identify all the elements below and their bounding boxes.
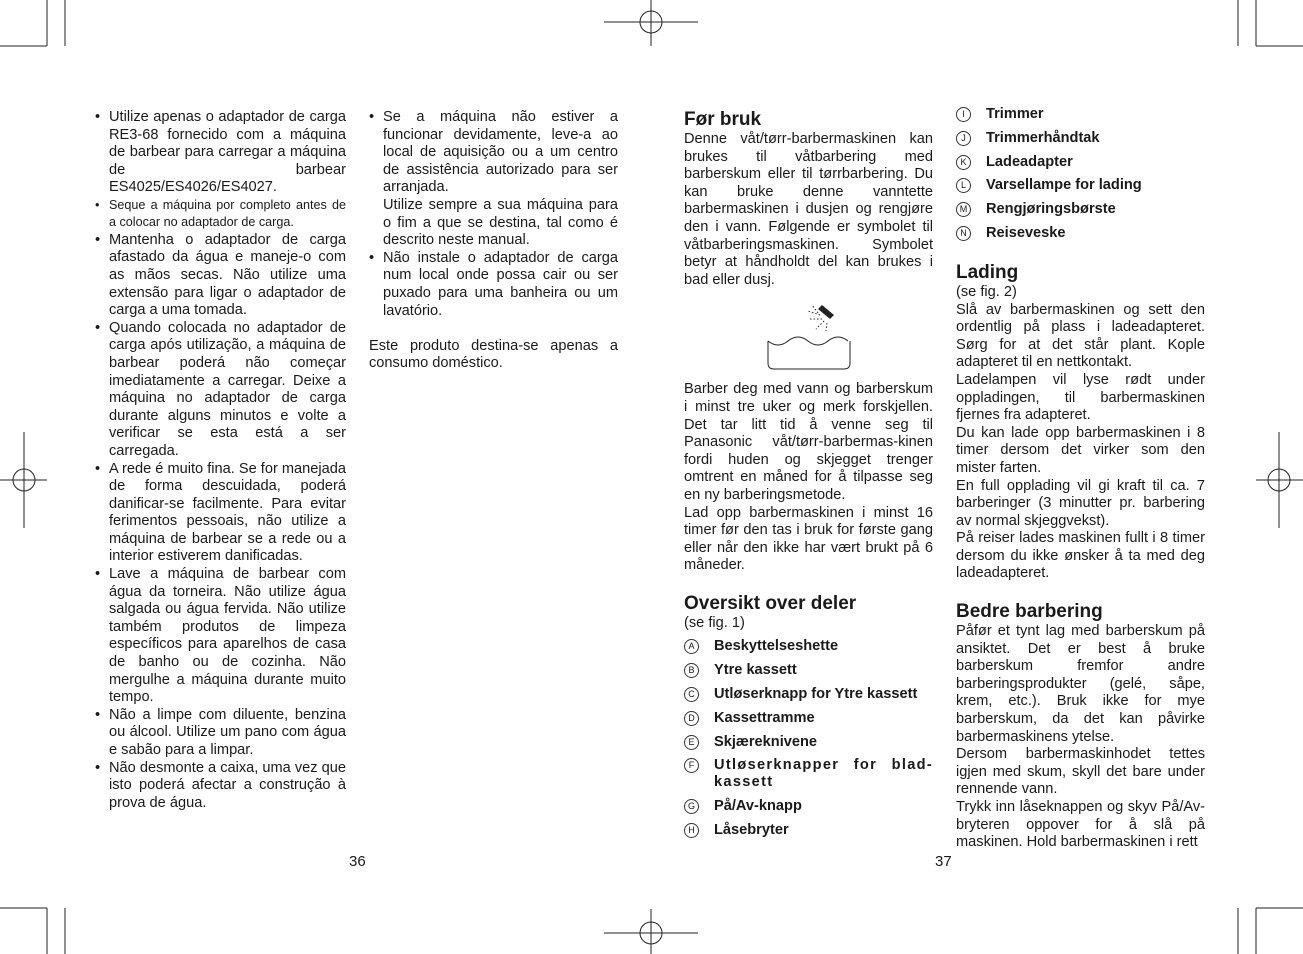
circled-letter-icon: M: [956, 202, 971, 217]
for-bruk-body-3: Lad opp barbermaskinen i minst 16 timer før den tas i bruk for første gang eller når den ikke har vært brukt på 6 måneder.: [684, 504, 933, 574]
part-label: Beskyttelseshette: [714, 638, 839, 655]
section-heading-oversikt: Oversikt over deler: [684, 592, 857, 614]
part-label: Skjæreknivene: [714, 733, 818, 750]
circled-letter-icon: C: [684, 687, 699, 702]
bullet-item: • Seque a máquina por completo antes de a colocar no adaptador de carga.: [95, 197, 346, 232]
lading-paragraph: Du kan lade opp barbermaskinen i 8 timer dersom det virker som den mister farten.: [956, 424, 1205, 476]
part-label: Kassettramme: [714, 709, 815, 726]
part-label: Trimmer: [986, 106, 1044, 122]
circled-letter-icon: G: [684, 799, 699, 814]
bedre-paragraph: Dersom barbermaskinhodet tettes igjen med skum, skyll det bare under rennende vann.: [956, 746, 1205, 798]
bullet-item: • Não desmonte a caixa, uma vez que isto poderá afectar a construção à prova de água.: [95, 760, 346, 813]
circled-letter-icon: N: [956, 226, 971, 241]
right-page-column-1: [684, 109, 933, 846]
parts-list-item: [956, 130, 1205, 147]
lading-paragraph: Ladelampen vil lyse rødt under oppladingen, til barbermaskinen fjernes fra adapteret.: [956, 371, 1205, 424]
section-heading-for-bruk: Før bruk: [684, 109, 762, 130]
bullet-item: • Utilize apenas o adaptador de carga RE3-68 fornecido com a máquina de barbear para carregar a máquina de barbear ES4025/ES4026/ES4027.: [95, 109, 346, 197]
bullet-item: • Mantenha o adaptador de carga afastado da água e maneje-o com as mãos secas. Não utilize uma extensão para ligar o adaptador de carga a uma tomada.: [95, 232, 346, 320]
for-bruk-body-2: Barber deg med vann og barberskum i minst tre uker og merk forskjellen. Det tar litt tid å venne seg til Panasonic våt/tørr-barbermas-kinen fordi huden og skjegget trenger omtrent en måned for å tilpasse seg en ny barberingsmetode.: [684, 381, 933, 503]
part-label: Varsellampe for lading: [986, 177, 1142, 194]
circled-letter-icon: K: [956, 155, 971, 170]
section-heading-lading: Lading: [956, 261, 1019, 283]
part-label: På/Av-knapp: [714, 798, 802, 815]
parts-list-item: [956, 106, 1205, 123]
parts-list: [684, 638, 933, 839]
parts-list-item: [684, 686, 933, 703]
circled-letter-icon: E: [684, 735, 699, 750]
shower-bath-symbol-icon: [764, 303, 854, 371]
part-label: Trimmerhåndtak: [986, 129, 1100, 146]
parts-list-item: [684, 710, 933, 727]
part-label: Rengjøringsbørste: [986, 201, 1116, 218]
part-label: Reiseveske: [986, 224, 1066, 241]
for-bruk-body: Denne våt/tørr-barbermaskinen kan brukes til våtbarbering med barberskum eller til tørrbarbering. Du kan bruke denne vanntette barbermaskinen i dusjen og rengjøre den i vann. Følgende er symbolet til våtbarberingsmaskinen. Symbolet betyr at håndholdt del kan brukes i bad eller dusj.: [684, 131, 933, 288]
part-label: Utløserknapp for Ytre kassett: [714, 686, 918, 703]
oversikt-figure-ref: (se fig. 1): [684, 614, 745, 631]
bullet-text: Se a máquina não estiver a funcionar devidamente, leve-a ao local de aquisição ou a um centro de assistência autorizado para ser arranjada.: [383, 109, 618, 196]
lading-paragraph: En full opplading vil gi kraft til ca. 7 barberinger (3 minutter pr. barbering av normal skjeggvekst).: [956, 477, 1205, 529]
bullet-item: • Lave a máquina de barbear com água da torneira. Não utilize água salgada ou água fervida. Não utilize também produtos de limpeza específicos para aparelhos de casa de banho ou de cozinha. Não mergulhe a máquina durante muito tempo.: [95, 566, 346, 707]
lading-figure-ref: (se fig. 2): [956, 283, 1017, 300]
parts-list-item: [684, 734, 933, 751]
parts-list-item: [684, 662, 933, 679]
bullet-item: [369, 109, 618, 250]
parts-list-item: [684, 638, 933, 655]
lading-paragraph: På reiser lades maskinen fullt i 8 timer dersom du ikke ønsker å ta med deg ladeadapteret.: [956, 530, 1205, 582]
bullet-item: • Não a limpe com diluente, benzina ou álcool. Utilize um pano com água e sabão para a limpar.: [95, 707, 346, 760]
parts-list-item: [684, 798, 933, 815]
parts-list-item: [956, 201, 1205, 218]
left-page-column-1: [95, 109, 346, 812]
bedre-paragraph: Trykk inn låseknappen og skyv På/Av-bryteren oppover for å slå på maskinen. Hold barbermaskinen i rett: [956, 799, 1205, 851]
parts-list-continued: [956, 106, 1205, 242]
parts-list-item: [956, 225, 1205, 242]
circled-letter-icon: A: [684, 639, 699, 654]
circled-letter-icon: B: [684, 663, 699, 678]
part-label: Ytre kassett: [714, 662, 797, 679]
bullet-extra-text: Utilize sempre a sua máquina para o fim a que se destina, tal como é descrito neste manual.: [383, 196, 618, 249]
bullet-item: • Não instale o adaptador de carga num local onde possa cair ou ser puxado para uma banheira ou um lavatório.: [369, 250, 618, 320]
lading-paragraph: Slå av barbermaskinen og sett den ordentlig på plass i ladeadapteret. Sørg for at det står plant. Kople adapteret til en nettkontakt.: [956, 301, 1205, 371]
circled-letter-icon: H: [684, 823, 699, 838]
parts-list-item: [956, 154, 1205, 171]
parts-list-item: [684, 757, 933, 791]
section-heading-bedre-barbering: Bedre barbering: [956, 601, 1103, 623]
left-page-column-2: [369, 109, 618, 373]
part-label: Ladeadapter: [986, 153, 1073, 170]
right-page-column-2: [956, 106, 1205, 852]
part-label: Låsebryter: [714, 822, 789, 839]
circled-letter-icon: F: [684, 758, 699, 773]
page-number-right: 37: [935, 853, 952, 870]
page-number-left: 36: [349, 853, 366, 870]
circled-letter-icon: L: [956, 178, 971, 193]
parts-list-item: [956, 177, 1205, 194]
parts-list-item: [684, 822, 933, 839]
household-use-note: Este produto destina-se apenas a consumo doméstico.: [369, 337, 618, 372]
circled-letter-icon: J: [956, 131, 971, 146]
bullet-item: • Quando colocada no adaptador de carga após utilização, a máquina de barbear poderá não começar imediatamente a carregar. Deixe a máquina no adaptador de carga durante alguns minutos e volte a verificar se esta está a ser carregada.: [95, 320, 346, 461]
bullet-item: • A rede é muito fina. Se for manejada de forma descuidada, poderá danificar-se facilmente. Para evitar ferimentos pessoais, não utilize a máquina de barbear se a rede ou a interior estiverem danificadas.: [95, 461, 346, 567]
part-label: Utløserknapper for blad-kassett: [714, 757, 933, 791]
circled-letter-icon: D: [684, 711, 699, 726]
bedre-paragraph: Påfør et tynt lag med barberskum på ansiktet. Det er best å bruke barberskum fremfor andre barberingsprodukter (gelé, såpe, krem, etc.). Bruk ikke for mye barberskum, da det kan påvirke barbermaskinens ytelse.: [956, 623, 1205, 745]
circled-letter-icon: I: [956, 107, 971, 122]
